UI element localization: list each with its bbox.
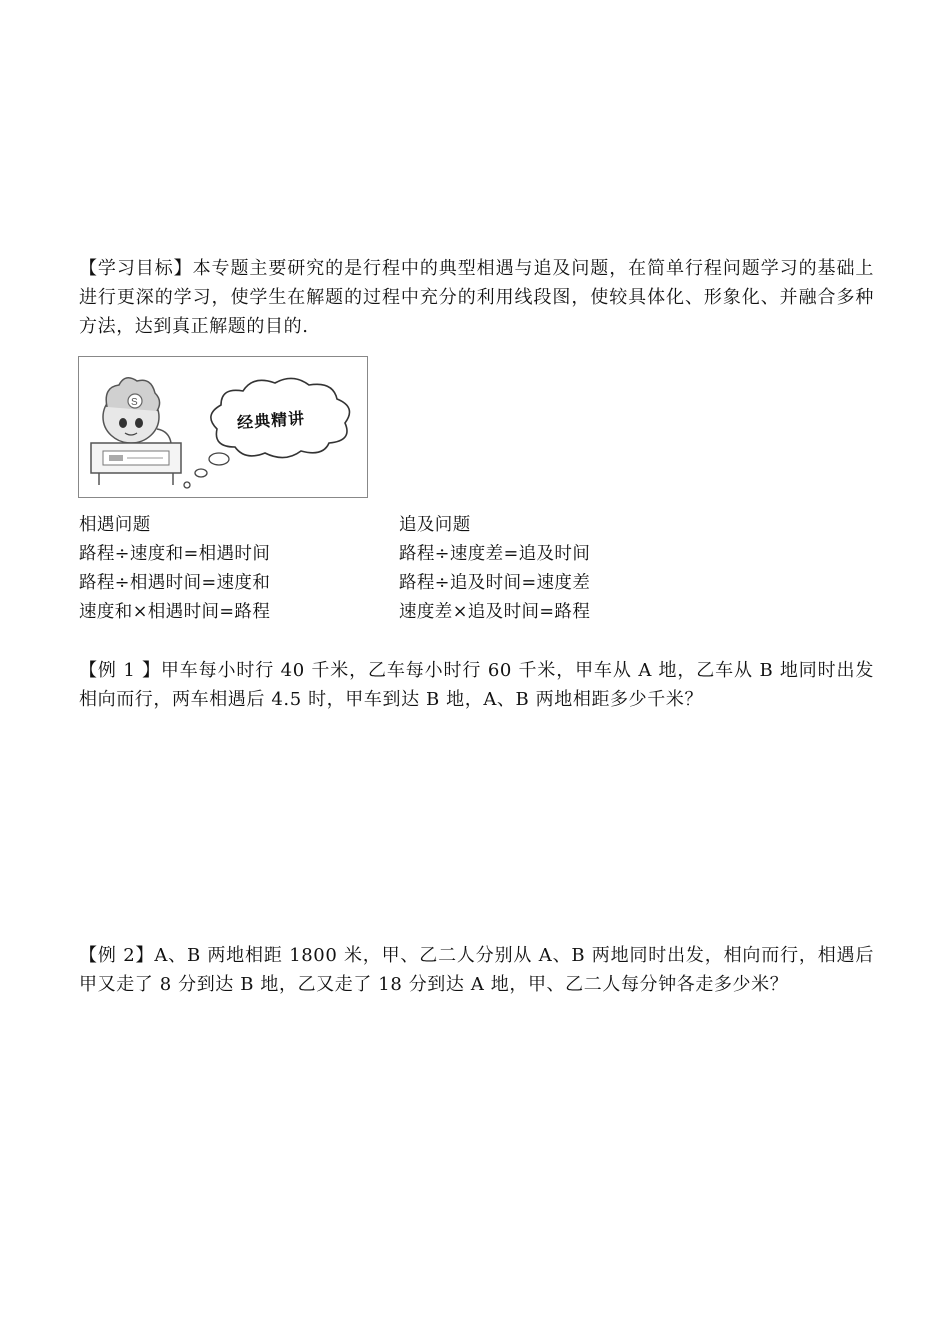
meeting-heading: 相遇问题: [79, 515, 151, 535]
classic-lecture-banner: [78, 356, 368, 498]
chase-heading: 追及问题: [399, 515, 471, 535]
example-1: [79, 656, 874, 714]
example-2-tag: 【例 2】: [79, 945, 155, 966]
meeting-formulas: [79, 511, 270, 627]
example-1-tag: 【例 1 】: [79, 660, 161, 681]
meeting-formula-2: 路程÷相遇时间=速度和: [79, 573, 271, 593]
mascot-illustration: [79, 357, 367, 497]
example-2-text: A、B 两地相距 1800 米，甲、乙二人分别从 A、B 两地同时出发，相向而行，相遇后甲又走了 8 分到达 B 地，乙又走了 18 分到达 A 地，甲、乙二人每分钟各走多少米？: [79, 945, 874, 995]
chase-formula-3: 速度差×追及时间=路程: [399, 602, 591, 622]
meeting-formula-1: 路程÷速度和=相遇时间: [79, 544, 271, 564]
chase-formulas: [399, 511, 590, 627]
learning-goal-text: 本专题主要研究的是行程中的典型相遇与追及问题，在简单行程问题学习的基础上进行更深的学习，使学生在解题的过程中充分的利用线段图，使较具体化、形象化、并融合多种方法，达到真正解题的目的.: [79, 258, 874, 337]
learning-goal-paragraph: [79, 254, 874, 341]
cloud-label: 经典精讲: [236, 408, 306, 433]
example-2: [79, 941, 874, 999]
learning-goal-tag: 【学习目标】: [79, 258, 193, 279]
chase-formula-1: 路程÷速度差=追及时间: [399, 544, 591, 564]
chase-formula-2: 路程÷追及时间=速度差: [399, 573, 591, 593]
example-1-text: 甲车每小时行 40 千米，乙车每小时行 60 千米，甲车从 A 地，乙车从 B 地同时出发相向而行，两车相遇后 4.5 时，甲车到达 B 地，A、B 两地相距多少千米？: [79, 660, 874, 710]
meeting-formula-3: 速度和×相遇时间=路程: [79, 602, 271, 622]
svg-text:S: S: [131, 397, 138, 408]
